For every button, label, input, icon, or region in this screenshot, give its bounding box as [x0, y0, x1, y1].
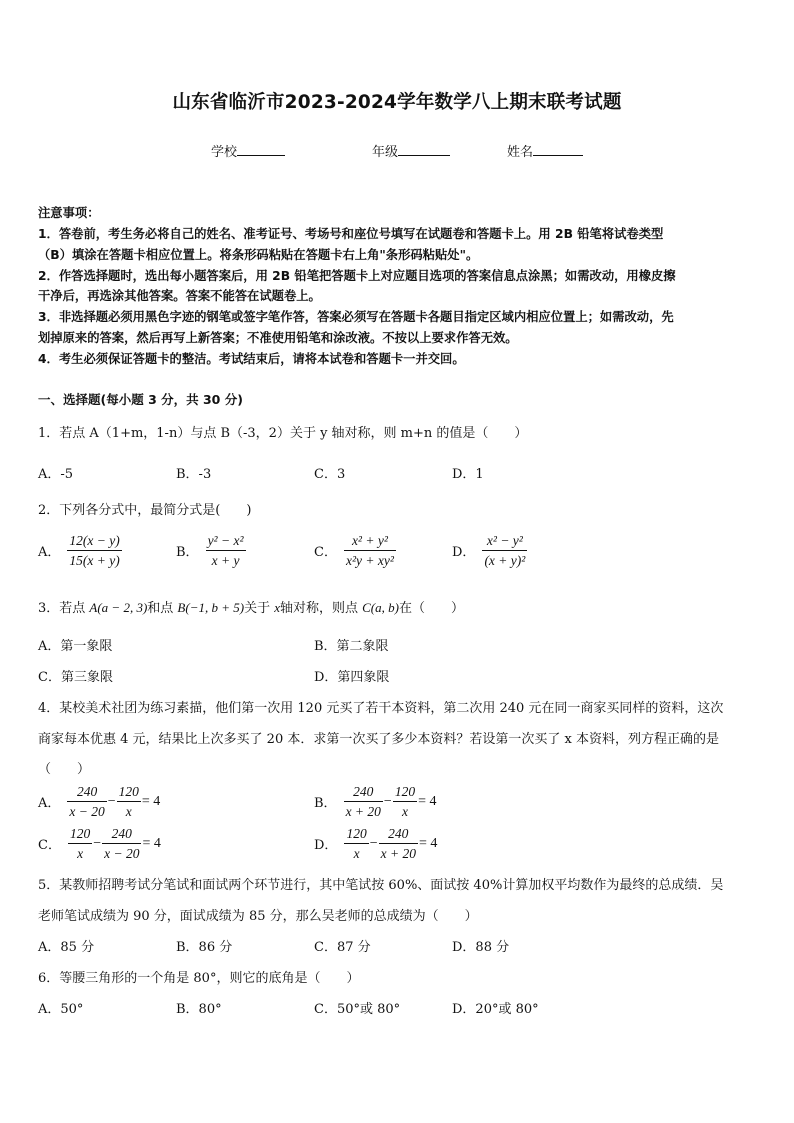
notice-line: 4．考生必须保证答题卡的整洁。考试结束后，请将本试卷和答题卡一并交回。 [38, 352, 465, 366]
q2-option-c-label: C． [314, 545, 337, 560]
question-5-line: 5．某教师招聘考试分笔试和面试两个环节进行，其中笔试按 60%、面试按 40%计算加权平均数作为最终的总成绩．吴 [38, 878, 724, 893]
section-heading: 一、选择题(每小题 3 分，共 30 分) [38, 392, 243, 407]
notice-line: 1．答卷前，考生务必将自己的姓名、准考证号、考场号和座位号填写在试题卷和答题卡上。用 2B 铅笔将试卷类型 [38, 227, 664, 241]
name-blank [533, 143, 583, 156]
q2-option-d-fraction: $\frac{\text{x² − y²}}{\text{(x + y)²}}$ [484, 533, 526, 568]
point-b: B(−1, b + 5) [177, 600, 245, 615]
grade-label: 年级 [372, 145, 399, 160]
q4-option-c: C． $\frac{120}{x}$ − $\frac{240}{x - 20}$ = 4 [38, 826, 161, 861]
notice-heading: 注意事项： [38, 206, 100, 220]
grade-blank [398, 143, 450, 156]
exam-title: 山东省临沂市2023-2024学年数学八上期末联考试题 [172, 92, 622, 113]
q1-option-d: D．1 [452, 467, 484, 482]
q6-option-c: C．50°或 80° [314, 1002, 401, 1017]
notice-line: 干净后，再选涂其他答案。答案不能答在试题卷上。 [38, 289, 321, 303]
q1-option-a: A．-5 [38, 467, 74, 482]
q4-option-d: D． $\frac{120}{x}$ − $\frac{240}{x + 20}$ = 4 [314, 826, 438, 861]
q2-option-c-fraction: $\frac{\text{x² + y²}}{\text{x²y + xy²}}$ [345, 533, 394, 568]
q2-option-b-label: B． [176, 545, 199, 560]
notice-line: 2．作答选择题时，选出每小题答案后，用 2B 铅笔把答题卡上对应题目选项的答案信息点涂黑；如需改动，用橡皮擦 [38, 269, 676, 283]
grade-field [372, 141, 450, 160]
name-field [507, 141, 583, 160]
q2-option-a-fraction: $\frac{12(x - y)}{15(x + y)}$ [69, 533, 120, 568]
notice-line: 划掉原来的答案，然后再写上新答案；不准使用铅笔和涂改液。不按以上要求作答无效。 [38, 331, 518, 345]
q5-option-a: A．85 分 [38, 940, 95, 955]
question-1-stem: 1．若点 A（1+m，1-n）与点 B（-3，2）关于 y 轴对称，则 m+n 的值是（ ） [38, 426, 528, 441]
q3-option-b: B．第二象限 [314, 639, 389, 654]
q5-option-d: D．88 分 [452, 940, 510, 955]
q2-option-c [314, 532, 397, 569]
q5-option-c: C．87 分 [314, 940, 371, 955]
q4-option-b: B． $\frac{240}{x + 20}$ − $\frac{120}{x}$ = 4 [314, 784, 437, 819]
school-field [211, 141, 285, 160]
q3-option-d: D．第四象限 [314, 670, 390, 685]
q6-option-a: A．50° [38, 1002, 84, 1017]
notice-line: 3．非选择题必须用黑色字迹的钢笔或签字笔作答，答案必须写在答题卡各题目指定区域内相应位置上；如需改动，先 [38, 310, 674, 324]
question-6-stem: 6．等腰三角形的一个角是 80°，则它的底角是（ ） [38, 971, 360, 986]
q6-option-b: B．80° [176, 1002, 222, 1017]
q4-option-a: A． $\frac{240}{x - 20}$ − $\frac{120}{x}$ = 4 [38, 784, 161, 819]
q3-option-a: A．第一象限 [38, 639, 113, 654]
q1-option-b: B．-3 [176, 467, 212, 482]
q2-option-a [38, 532, 123, 569]
q2-option-d-label: D． [452, 545, 476, 560]
question-4-line: 商家每本优惠 4 元，结果比上次多买了 20 本．求第一次买了多少本资料？若设第一次买了 x 本资料，列方程正确的是 [38, 732, 719, 747]
school-blank [237, 143, 285, 156]
question-2-stem: 2．下列各分式中，最简分式是( ) [38, 503, 252, 518]
school-label: 学校 [211, 145, 238, 160]
q5-option-b: B．86 分 [176, 940, 233, 955]
notice-line: （B）填涂在答题卡相应位置上。将条形码粘贴在答题卡右上角"条形码粘贴处"。 [38, 248, 479, 262]
axis-symbol: x [274, 600, 280, 615]
question-5-line: 老师笔试成绩为 90 分，面试成绩为 85 分，那么吴老师的总成绩为（ ） [38, 909, 478, 924]
question-4-line: 4．某校美术社团为练习素描，他们第一次用 120 元买了若干本资料，第二次用 240 元在同一商家买同样的资料，这次 [38, 701, 724, 716]
question-3-stem: 3．若点 A(a − 2, 3)和点 B(−1, b + 5)关于 x轴对称，则点 C(a, b)在（ ） [38, 600, 464, 616]
q2-option-d [452, 532, 528, 569]
q2-option-a-label: A． [38, 545, 61, 560]
q1-option-c: C．3 [314, 467, 346, 482]
point-a: A(a − 2, 3) [89, 600, 148, 615]
q2-option-b-fraction: $\frac{\text{y² − x²}}{x + y}$ [207, 533, 244, 568]
point-c: C(a, b) [362, 600, 399, 615]
q6-option-d: D．20°或 80° [452, 1002, 539, 1017]
question-4-line: （ ） [38, 762, 91, 777]
name-label: 姓名 [507, 145, 534, 160]
q2-option-b [176, 532, 247, 569]
q3-option-c: C．第三象限 [38, 670, 113, 685]
